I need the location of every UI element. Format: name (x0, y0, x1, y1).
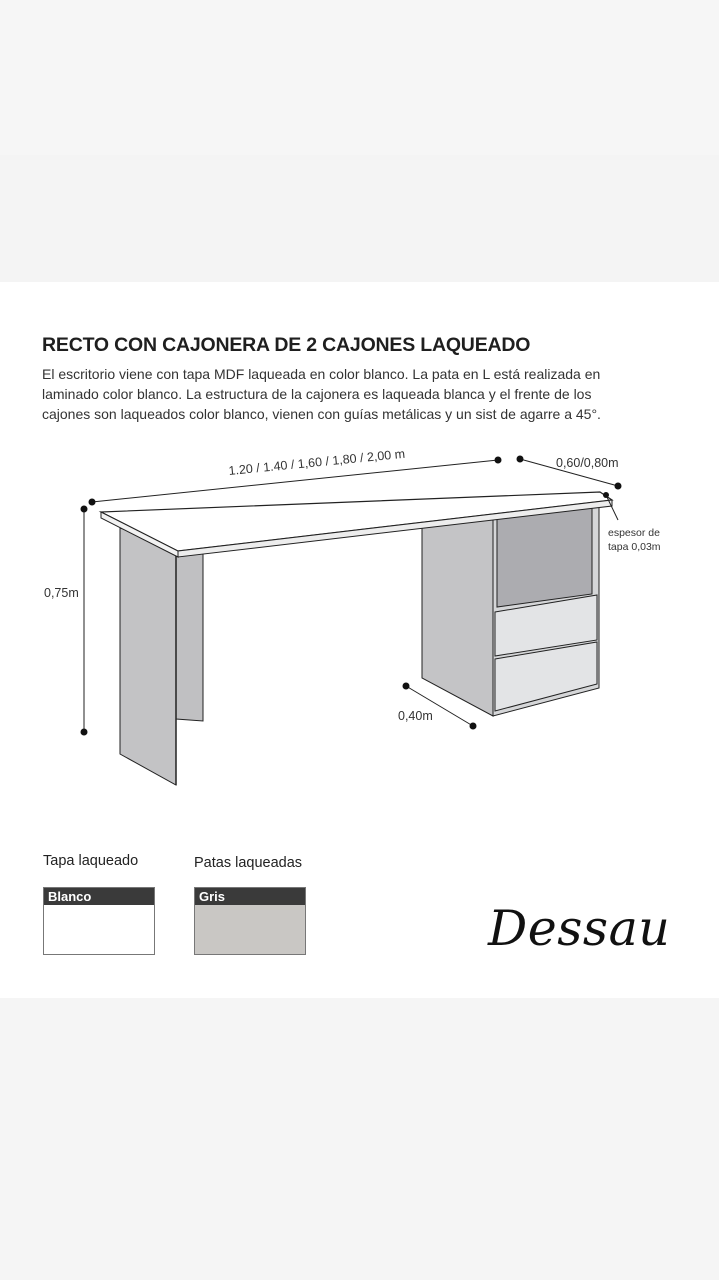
thickness-label: espesor de (608, 527, 660, 539)
cabinet-side (422, 518, 493, 716)
thickness-leader-line (606, 495, 618, 520)
brand-logo: Dessau (488, 900, 671, 957)
description-line: laminado color blanco. La estructura de la cajonera es laqueada blanca y el frente de los (42, 386, 592, 402)
finish-label-legs: Patas laqueadas (194, 855, 303, 871)
finish-name: Blanco (44, 888, 154, 905)
finish-swatch-gris (194, 887, 306, 955)
background-top (0, 0, 719, 155)
finish-label-top: Tapa laqueado (43, 853, 139, 869)
finish-swatch-blanco (43, 887, 155, 955)
leg-back-panel (176, 554, 203, 721)
product-title: RECTO CON CAJONERA DE 2 CAJONES LAQUEADO (42, 334, 531, 356)
width-dimension-label: 1.20 / 1.40 / 1,60 / 1,80 / 2,00 m (227, 446, 406, 478)
description-line: cajones son laqueados color blanco, vienen con guías metálicas y un sist de agarre a 45°. (42, 406, 601, 422)
background-bottom (0, 998, 719, 1280)
thickness-label: tapa 0,03m (608, 541, 661, 553)
background-top-band (0, 155, 719, 282)
height-dimension-label: 0,75m (44, 586, 79, 600)
leg-front-panel (120, 528, 176, 785)
description-line: El escritorio viene con tapa MDF laqueada en color blanco. La pata en L está realizada en (42, 366, 601, 382)
product-sheet (0, 282, 719, 998)
finish-name: Gris (195, 888, 305, 905)
depth-dimension-label: 0,60/0,80m (556, 456, 619, 470)
drawer-depth-label: 0,40m (398, 709, 433, 723)
cabinet-open-compartment (497, 504, 592, 607)
